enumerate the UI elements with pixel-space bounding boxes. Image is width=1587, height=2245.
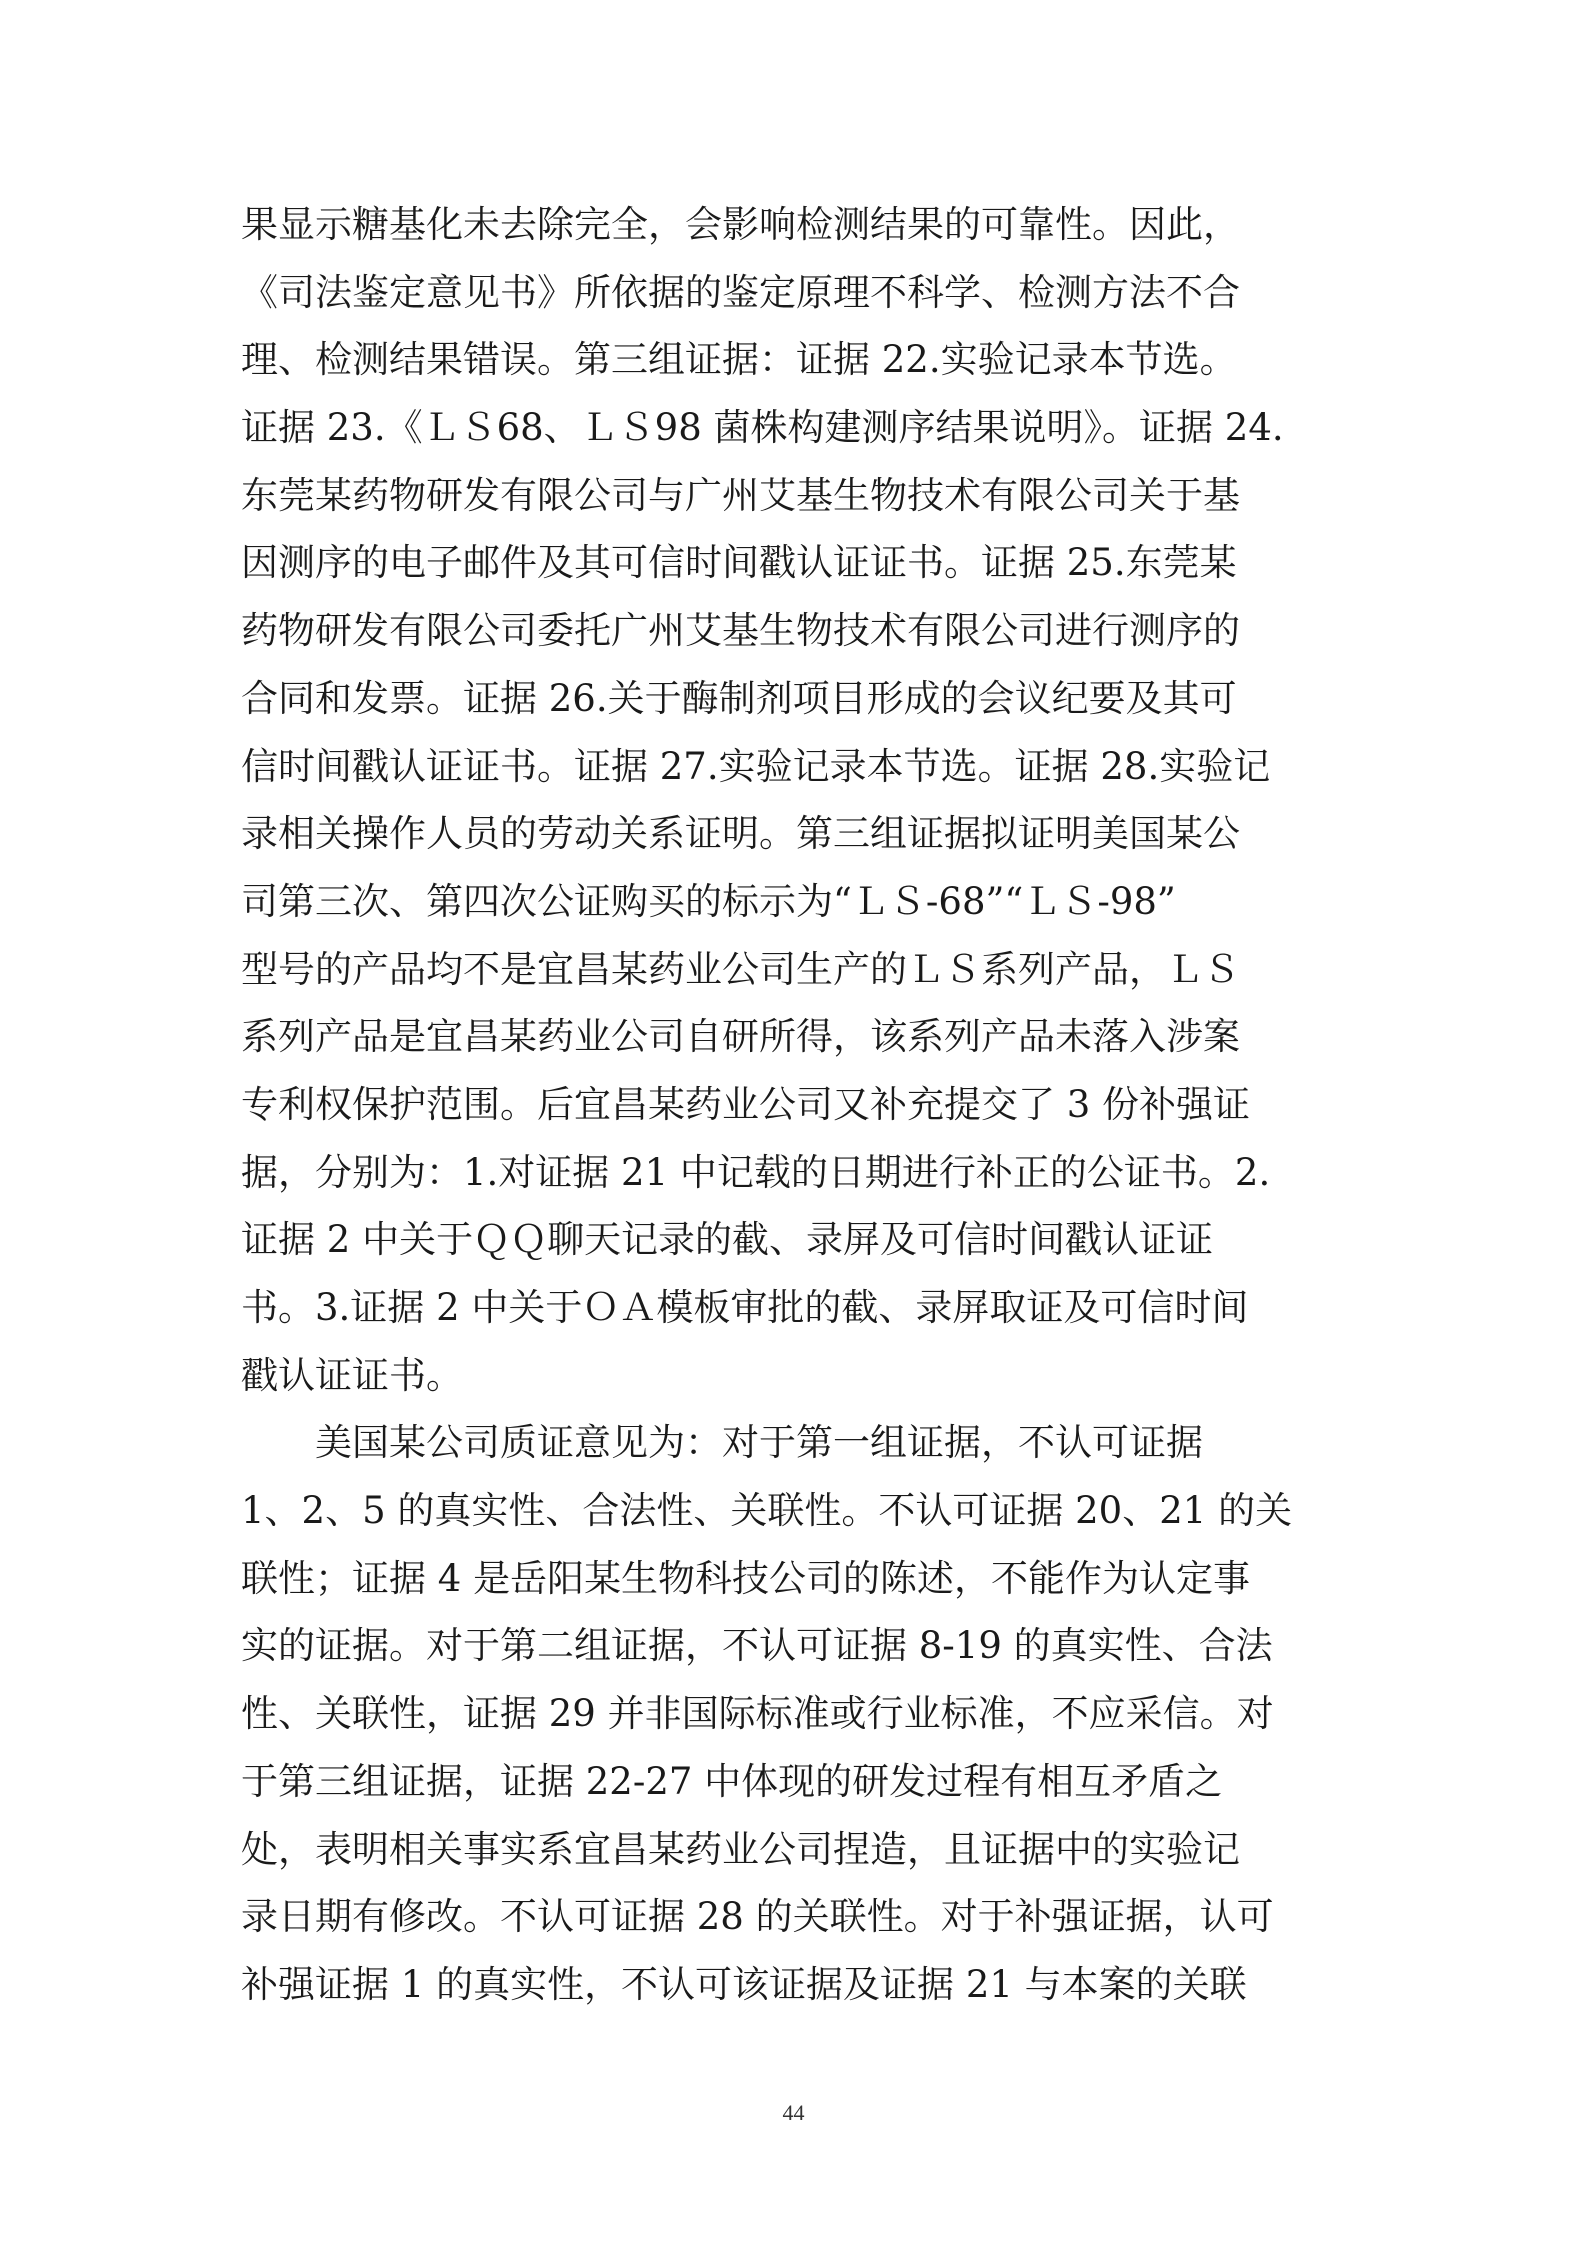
text-line: 1、2、5 的真实性、合法性、关联性。不认可证据 20、21 的关 <box>241 1489 1293 1533</box>
text-line: 据，分别为：1.对证据 21 中记载的日期进行补正的公证书。2. <box>241 1150 1271 1194</box>
text-line: 实的证据。对于第二组证据，不认可证据 8-19 的真实性、合法 <box>241 1624 1273 1668</box>
text-line: 联性；证据 4 是岳阳某生物科技公司的陈述，不能作为认定事 <box>241 1556 1251 1600</box>
text-line: 于第三组证据，证据 22-27 中体现的研发过程有相互矛盾之 <box>241 1759 1223 1803</box>
text-line: 理、检测结果错误。第三组证据：证据 22.实验记录本节选。 <box>241 338 1237 382</box>
text-line: 因测序的电子邮件及其可信时间戳认证证书。证据 25.东莞某 <box>241 541 1237 585</box>
text-line: 东莞某药物研发有限公司与广州艾基生物技术有限公司关于基 <box>241 473 1240 517</box>
text-line: 戳认证证书。 <box>241 1353 463 1397</box>
text-line: 录日期有修改。不认可证据 28 的关联性。对于补强证据，认可 <box>241 1895 1274 1939</box>
text-line: 系列产品是宜昌某药业公司自研所得，该系列产品未落入涉案 <box>241 1015 1240 1059</box>
text-line: 录相关操作人员的劳动关系证明。第三组证据拟证明美国某公 <box>241 812 1240 856</box>
text-line: 合同和发票。证据 26.关于酶制剂项目形成的会议纪要及其可 <box>241 676 1237 720</box>
page-number: 44 <box>782 2100 805 2125</box>
text-line: 果显示糖基化未去除完全，会影响检测结果的可靠性。因此， <box>241 203 1240 246</box>
body-text <box>241 191 1351 2019</box>
text-line: 信时间戳认证证书。证据 27.实验记录本节选。证据 28.实验记 <box>241 744 1271 788</box>
text-line: 证据 2 中关于ＱＱ聊天记录的截、录屏及可信时间戳认证证 <box>241 1218 1214 1262</box>
text-line: 书。3.证据 2 中关于ＯＡ模板审批的截、录屏取证及可信时间 <box>241 1286 1249 1329</box>
text-line: 药物研发有限公司委托广州艾基生物技术有限公司进行测序的 <box>241 609 1240 653</box>
text-line: 处，表明相关事实系宜昌某药业公司捏造，且证据中的实验记 <box>241 1827 1240 1871</box>
text-line: 性、关联性，证据 29 并非国际标准或行业标准，不应采信。对 <box>241 1692 1274 1736</box>
text-line: 专利权保护范围。后宜昌某药业公司又补充提交了 3 份补强证 <box>241 1082 1251 1126</box>
text-line: 《司法鉴定意见书》所依据的鉴定原理不科学、检测方法不合 <box>241 270 1240 314</box>
text-line: 司第三次、第四次公证购买的标示为“ＬＳ-68”“ＬＳ-98” <box>241 879 1176 923</box>
text-line: 美国某公司质证意见为：对于第一组证据，不认可证据 <box>315 1421 1203 1465</box>
text-line: 补强证据 1 的真实性，不认可该证据及证据 21 与本案的关联 <box>241 1962 1247 2006</box>
text-line: 证据 23.《ＬＳ68、ＬＳ98 菌株构建测序结果说明》。证据 24. <box>241 406 1284 450</box>
text-line: 型号的产品均不是宜昌某药业公司生产的ＬＳ系列产品，ＬＳ <box>241 947 1240 991</box>
